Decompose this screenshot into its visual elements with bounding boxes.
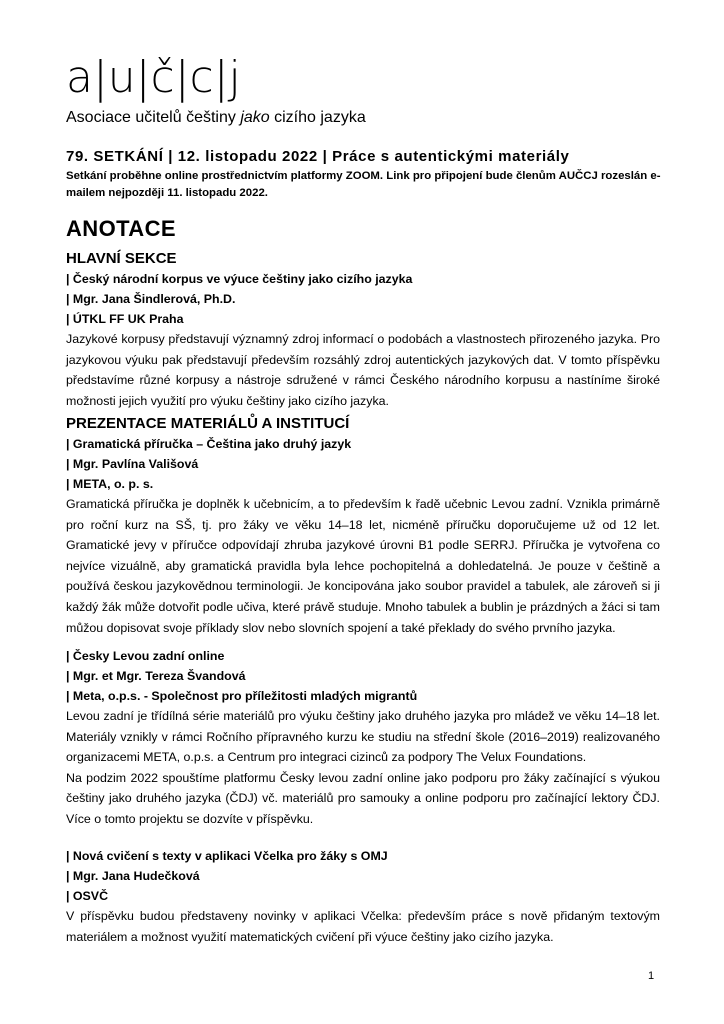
talk-abstract: Jazykové korpusy představují významný zdroj informací o podobách a vlastnostech přirozeného jazyka. Pro jazykovou výuku pak představují především rozsáhlý zdroj autentických jazykových dat. V tomto příspěvku představíme různé korpusy a nástroje sdružené v rámci Českého národního korpusu a nastíníme široké možnosti jejich využití pro výuku češtiny jako cizího jazyka. — [66, 332, 660, 408]
presentations-section — [66, 414, 660, 434]
presentation-item — [66, 846, 660, 947]
presentation-author: | Mgr. Jana Hudečková — [66, 869, 200, 883]
presentation-title-text: Gramatická příručka – Čeština jako druhý jazyk — [72, 437, 352, 451]
subtitle-text-italic: jako — [240, 109, 270, 126]
presentations-heading: PREZENTACE MATERIÁLŮ A INSTITUCÍ — [66, 415, 350, 432]
presentation-abstract: Gramatická příručka je doplněk k učebnicím, a to především k řadě učebnic Levou zadní. Vznikla primárně pro roční kurz na SŠ, tj. pro žáky ve věku 14–18 let, nicméně příručku doporučujeme už od 12 let. Gramatické jevy v příručce odpovídají zhruba jazykové úrovni B1 podle SERRJ. Příručka je vytvořena co nejvíce vizuálně, aby gramatická pravidla byla lehce pochopitelná a dohledatelná. Je pouze v češtině a používá českou jazykovědnou terminologii. Je koncipována jako soubor pravidel a tabulek, ale zároveň si ji každý žák může dotvořit podle učiva, které právě studuje. Mnoho tabulek a bublin je prázdných a žáci si tam můžou dopisovat svoje příklady slov nebo slovních spojení a také překlady do svého prvního jazyka. — [66, 497, 660, 635]
presentation-title: | Česky Levou zadní online — [66, 649, 225, 663]
presentation-title — [66, 434, 660, 454]
page-number: 1 — [648, 970, 655, 982]
presentation-institution: | Meta, o.p.s. - Společnost pro příležitosti mladých migrantů — [66, 689, 418, 703]
title-bar: | — [66, 437, 73, 451]
presentation-title: | Nová cvičení s texty v aplikaci Včelka pro žáky s OMJ — [66, 849, 388, 863]
subtitle-text-end: cizího jazyka — [269, 109, 366, 126]
presentation-abstract-continued: Na podzim 2022 spouštíme platformu Česky levou zadní online jako podporu pro žáky začínající s výukou češtiny jako druhého jazyka (ČDJ) vč. materiálů pro samouky a online podporu pro začínající lektory ČDJ. Více o tomto projektu se dozvíte v příspěvku. — [66, 770, 660, 826]
presentation-item — [66, 434, 660, 638]
talk-author: | Mgr. Jana Šindlerová, Ph.D. — [66, 292, 236, 306]
main-section — [66, 249, 660, 411]
presentation-author: | Mgr. Pavlína Vališová — [66, 457, 199, 471]
meeting-info: Setkání proběhne online prostřednictvím platformy ZOOM. Link pro připojení bude členům AUČCJ rozeslán e-mailem nejpozději 11. listopadu 2022. — [66, 170, 661, 199]
annotation-heading: ANOTACE — [66, 216, 176, 241]
presentation-item — [66, 646, 660, 830]
presentation-abstract: V příspěvku budou představeny novinky v aplikaci Včelka: především práce s nově přidaným textovým materiálem a možnost využití matematických cvičení při výuce češtiny jako cizího jazyka. — [66, 909, 660, 944]
aucj-logo: a|u|č|c|j — [66, 52, 241, 103]
main-section-heading: HLAVNÍ SEKCE — [66, 250, 177, 267]
presentation-abstract: Levou zadní je třídílná série materiálů pro výuku češtiny jako druhého jazyka pro mládež ve věku 14–18 let. Materiály vznikly v rámci Ročního přípravného kurzu ke studiu na střední škole (2016–2019) realizovaného organizacemi META, o.p.s. a Centrum pro integraci cizinců za podpory The Velux Foundations. — [66, 709, 660, 765]
presentation-author: | Mgr. et Mgr. Tereza Švandová — [66, 669, 246, 683]
subtitle-text-start: Asociace učitelů češtiny — [66, 109, 241, 126]
talk-title: | Český národní korpus ve výuce češtiny jako cizího jazyka — [66, 272, 413, 286]
logo-subtitle — [66, 108, 366, 128]
presentation-institution: | OSVČ — [66, 889, 109, 903]
talk-institution: | ÚTKL FF UK Praha — [66, 312, 184, 326]
presentation-institution: | META, o. p. s. — [66, 477, 154, 491]
meeting-title: 79. SETKÁNÍ | 12. listopadu 2022 | Práce s autentickými materiály — [66, 148, 570, 165]
